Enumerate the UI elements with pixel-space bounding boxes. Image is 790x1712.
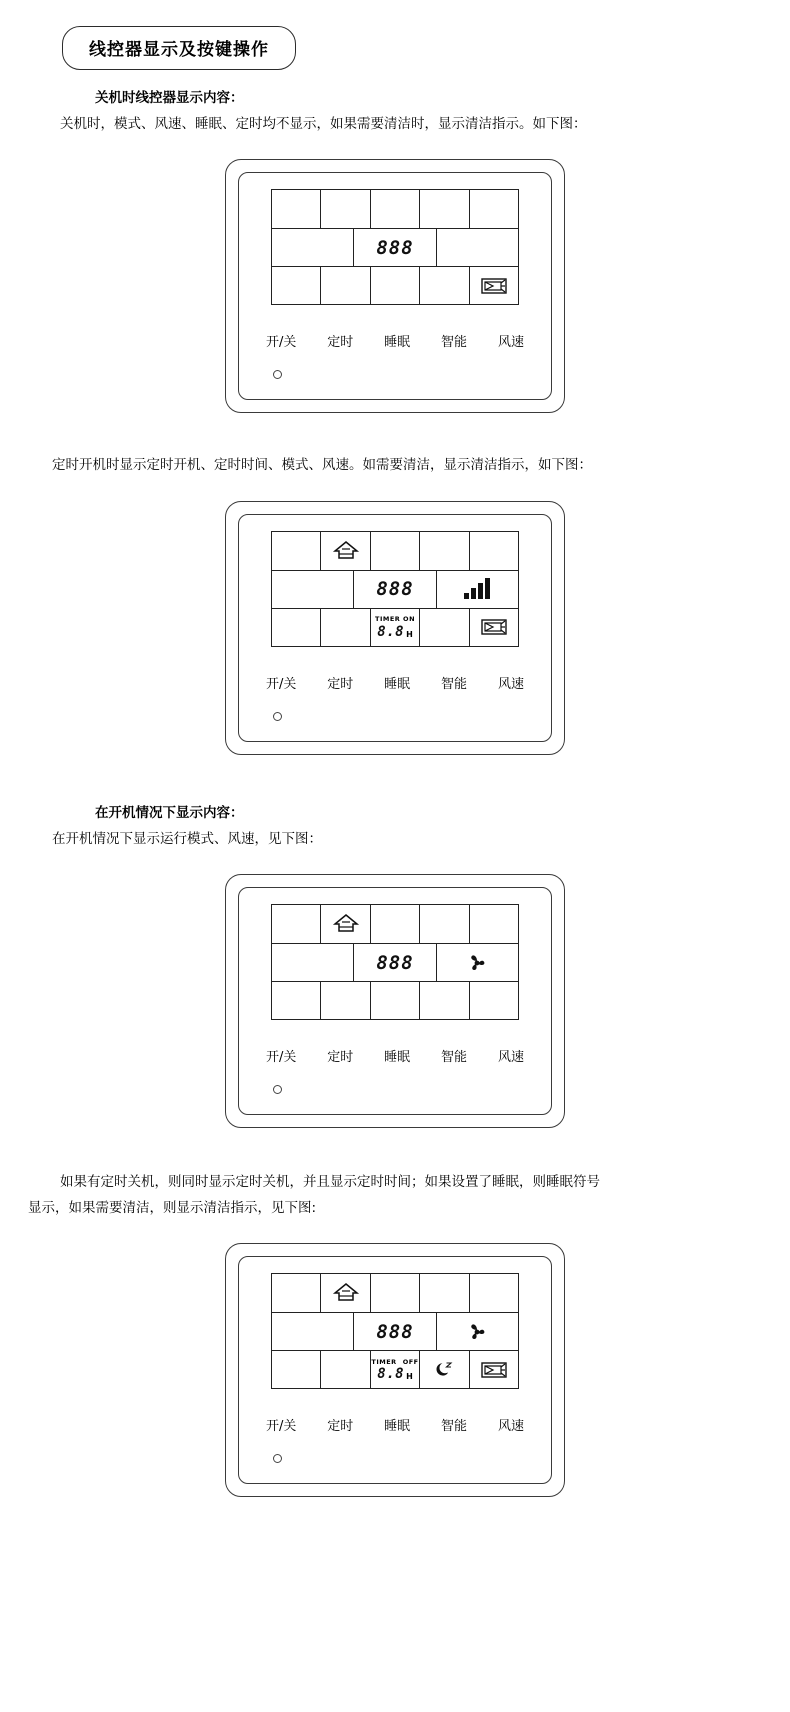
lcd-cell	[469, 905, 518, 943]
lcd-mode-cell	[320, 532, 369, 570]
lcd-display	[271, 1273, 519, 1389]
lcd-sleep-cell	[419, 1351, 468, 1388]
button-label-row	[266, 331, 524, 350]
power-button-label[interactable]: 开/关	[266, 1419, 297, 1435]
lcd-cell	[370, 1274, 419, 1312]
lcd-cell	[272, 532, 320, 570]
lcd-cell	[469, 1274, 518, 1312]
lcd-temperature-cell	[353, 1313, 435, 1350]
fan-blade-icon	[465, 951, 489, 975]
fan-button-label[interactable]: 风速	[497, 335, 524, 351]
timer-off-label	[371, 1359, 419, 1366]
lcd-cell	[370, 982, 419, 1019]
lcd-cell	[436, 229, 518, 266]
clean-filter-icon	[481, 617, 507, 637]
lcd-cell	[272, 229, 353, 266]
temperature-digits: 888	[376, 951, 414, 974]
off-word: OFF	[402, 1357, 419, 1366]
lcd-cell	[272, 944, 353, 981]
button-label-row	[266, 1046, 524, 1065]
sleep-button-label[interactable]: 睡眠	[384, 335, 411, 351]
page-title: 线控器显示及按键操作	[62, 26, 296, 70]
lcd-clean-cell	[469, 267, 518, 304]
controller-body	[225, 1243, 565, 1497]
lcd-clean-cell	[469, 1351, 518, 1388]
controller-panel	[238, 172, 552, 400]
lcd-timer-cell	[370, 1351, 419, 1388]
lcd-cell	[320, 267, 369, 304]
lcd-cell	[320, 982, 369, 1019]
controller-panel	[238, 514, 552, 742]
timer-unit: H	[406, 629, 413, 639]
indicator-led	[273, 370, 282, 379]
lcd-clean-cell	[469, 609, 518, 646]
section-1-body: 关机时，模式、风速、睡眠、定时均不显示，如果需要清洁时，显示清洁指示。如下图：	[60, 115, 587, 132]
lcd-row-top	[272, 532, 518, 570]
lcd-cell	[419, 267, 468, 304]
section-4-body-line2: 显示，如果需要清洁，则显示清洁指示，见下图:	[28, 1199, 317, 1216]
lcd-row-top	[272, 190, 518, 228]
lcd-cell	[272, 571, 353, 608]
lcd-display	[271, 904, 519, 1020]
lcd-cell	[370, 532, 419, 570]
lcd-fanspeed-cell	[436, 571, 518, 608]
lcd-cell	[419, 982, 468, 1019]
sleep-button-label[interactable]: 睡眠	[384, 676, 411, 692]
button-label-row	[266, 1415, 524, 1434]
section-3-heading: 在开机情况下显示内容：	[95, 804, 244, 821]
controller-body	[225, 501, 565, 755]
lcd-row-top	[272, 905, 518, 943]
lcd-cell	[272, 609, 320, 646]
lcd-row-bottom	[272, 608, 518, 646]
lcd-row-middle	[272, 570, 518, 608]
lcd-cell	[469, 190, 518, 228]
lcd-cell	[370, 267, 419, 304]
timer-button-label[interactable]: 定时	[327, 676, 354, 692]
controller-body	[225, 159, 565, 413]
fan-button-label[interactable]: 风速	[497, 676, 524, 692]
timer-digits: 8.8	[377, 623, 405, 640]
controller-illustration-3	[0, 874, 790, 1128]
timer-value-group	[377, 625, 413, 639]
fan-speed-bars-icon	[464, 579, 490, 599]
lcd-row-bottom	[272, 1350, 518, 1388]
controller-illustration-4	[0, 1243, 790, 1497]
section-2-body: 定时开机时显示定时开机、定时时间、模式、风速。如需要清洁，显示清洁指示，如下图：	[52, 457, 592, 474]
lcd-cell	[272, 1274, 320, 1312]
section-4-body-line1: 如果有定时关机，则同时显示定时关机，并且显示定时时间；如果设置了睡眠，则睡眠符号	[60, 1174, 600, 1191]
lcd-cell	[419, 609, 468, 646]
lcd-fan-cell	[436, 944, 518, 981]
power-button-label[interactable]: 开/关	[266, 335, 297, 351]
lcd-cell	[272, 905, 320, 943]
lcd-timer-cell	[370, 609, 419, 646]
section-3-body: 在开机情况下显示运行模式、风速，见下图：	[52, 830, 322, 847]
lcd-temperature-cell	[353, 229, 435, 266]
lcd-cell	[320, 190, 369, 228]
lcd-mode-cell	[320, 1274, 369, 1312]
lcd-temperature-cell	[353, 571, 435, 608]
button-label-row	[266, 673, 524, 692]
lcd-cell	[419, 532, 468, 570]
lcd-cell	[272, 1351, 320, 1388]
timer-value-group	[377, 1367, 413, 1381]
lcd-fan-cell	[436, 1313, 518, 1350]
power-button-label[interactable]: 开/关	[266, 676, 297, 692]
clean-filter-icon	[481, 1360, 507, 1380]
controller-body	[225, 874, 565, 1128]
lcd-display	[271, 189, 519, 305]
fan-button-label[interactable]: 风速	[497, 1419, 524, 1435]
timer-word: TIMER	[371, 1357, 397, 1366]
lcd-cell	[272, 190, 320, 228]
lcd-cell	[320, 1351, 369, 1388]
home-mode-icon	[331, 539, 361, 563]
lcd-row-middle	[272, 1312, 518, 1350]
controller-illustration-2	[0, 501, 790, 755]
sleep-moon-icon	[433, 1359, 455, 1381]
power-button-label[interactable]: 开/关	[266, 1050, 297, 1066]
indicator-led	[273, 1085, 282, 1094]
lcd-row-middle	[272, 228, 518, 266]
lcd-cell	[370, 905, 419, 943]
sleep-button-label[interactable]: 睡眠	[384, 1050, 411, 1066]
indicator-led	[273, 712, 282, 721]
sleep-button-label[interactable]: 睡眠	[384, 1419, 411, 1435]
lcd-cell	[419, 1274, 468, 1312]
lcd-cell	[320, 609, 369, 646]
fan-blade-icon	[465, 1320, 489, 1344]
indicator-led	[273, 1454, 282, 1463]
lcd-row-bottom	[272, 266, 518, 304]
timer-button-label[interactable]: 定时	[327, 1050, 354, 1066]
smart-button-label[interactable]: 智能	[441, 335, 468, 351]
lcd-cell	[272, 1313, 353, 1350]
smart-button-label[interactable]: 智能	[441, 676, 468, 692]
temperature-digits: 888	[376, 578, 414, 601]
lcd-cell	[419, 190, 468, 228]
home-mode-icon	[331, 1281, 361, 1305]
lcd-cell	[419, 905, 468, 943]
timer-on-label: TIMER ON	[375, 615, 416, 624]
section-1-heading: 关机时线控器显示内容：	[95, 90, 244, 106]
fan-button-label[interactable]: 风速	[497, 1050, 524, 1066]
timer-unit: H	[406, 1372, 413, 1382]
lcd-temperature-cell	[353, 944, 435, 981]
lcd-cell	[272, 267, 320, 304]
lcd-cell	[370, 190, 419, 228]
temperature-digits: 888	[376, 236, 414, 259]
lcd-row-middle	[272, 943, 518, 981]
lcd-row-bottom	[272, 981, 518, 1019]
controller-illustration-1	[0, 159, 790, 413]
home-mode-icon	[331, 912, 361, 936]
lcd-display	[271, 531, 519, 647]
timer-button-label[interactable]: 定时	[327, 335, 354, 351]
controller-panel	[238, 887, 552, 1115]
lcd-cell	[272, 982, 320, 1019]
lcd-cell	[469, 532, 518, 570]
timer-button-label[interactable]: 定时	[327, 1419, 354, 1435]
controller-panel	[238, 1256, 552, 1484]
timer-digits: 8.8	[377, 1366, 405, 1383]
smart-button-label[interactable]: 智能	[441, 1050, 468, 1066]
clean-filter-icon	[481, 276, 507, 296]
smart-button-label[interactable]: 智能	[441, 1419, 468, 1435]
lcd-cell	[469, 982, 518, 1019]
temperature-digits: 888	[376, 1320, 414, 1343]
lcd-row-top	[272, 1274, 518, 1312]
lcd-mode-cell	[320, 905, 369, 943]
